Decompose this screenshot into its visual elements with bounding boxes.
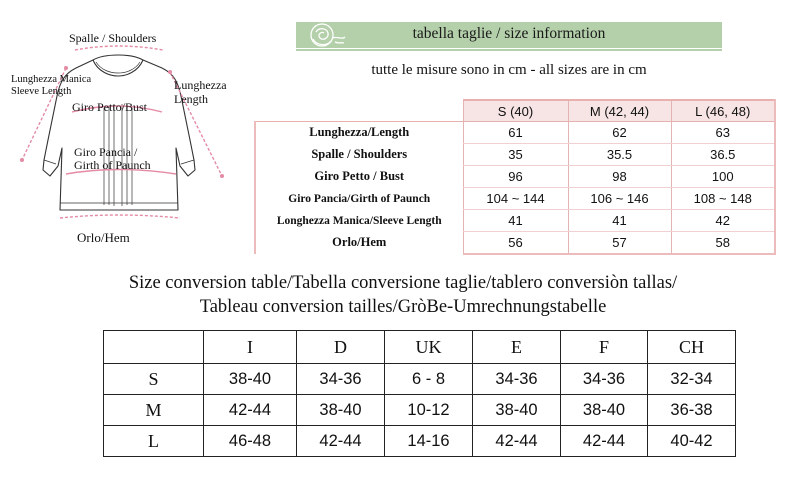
measure-label: Orlo/Hem: [255, 232, 463, 255]
country-col-header: E: [473, 331, 561, 364]
conversion-value: 42-44: [473, 426, 561, 457]
size-col-header: L (46, 48): [671, 100, 775, 122]
country-col-header: F: [561, 331, 648, 364]
conversion-header-row: [104, 331, 736, 364]
table-row: [255, 166, 775, 188]
conversion-value: 40-42: [648, 426, 736, 457]
size-table-corner: [255, 100, 463, 122]
table-row: [255, 188, 775, 210]
size-col-header: S (40): [463, 100, 568, 122]
conversion-value: 34-36: [297, 364, 385, 395]
conversion-value: 42-44: [561, 426, 648, 457]
conversion-heading: [40, 271, 766, 319]
conversion-value: 32-34: [648, 364, 736, 395]
conversion-value: 34-36: [561, 364, 648, 395]
conversion-heading-line2: Tableau conversion tailles/GròBe-Umrechnungstabelle: [199, 297, 607, 317]
banner-underline: [296, 49, 722, 51]
measure-value: 41: [463, 210, 568, 232]
table-row: [104, 395, 736, 426]
table-row: [255, 210, 775, 232]
paunch-label-en: Girth of Paunch: [74, 158, 151, 172]
measure-value: 35: [463, 144, 568, 166]
country-col-header: UK: [385, 331, 473, 364]
conversion-corner: [104, 331, 204, 364]
measure-value: 98: [568, 166, 671, 188]
measure-value: 36.5: [671, 144, 775, 166]
conversion-value: 34-36: [473, 364, 561, 395]
units-note: tutte le misure sono in cm - all sizes are in cm: [371, 62, 647, 78]
size-information-table: [254, 99, 776, 255]
paunch-label-it: Giro Pancia /: [74, 145, 138, 159]
measure-value: 96: [463, 166, 568, 188]
measure-label: Giro Pancia/Girth of Paunch: [255, 188, 463, 210]
size-label: L: [104, 426, 204, 457]
measure-value: 100: [671, 166, 775, 188]
garment-diagram: [0, 0, 250, 250]
table-row: [255, 232, 775, 255]
table-row: [255, 122, 775, 144]
measure-value: 57: [568, 232, 671, 255]
measure-label: Longhezza Manica/Sleeve Length: [255, 210, 463, 232]
measure-label: Giro Petto / Bust: [255, 166, 463, 188]
table-row: [104, 426, 736, 457]
measure-value: 35.5: [568, 144, 671, 166]
conversion-heading-line1: Size conversion table/Tabella conversione taglie/tablero conversiòn tallas/: [128, 273, 678, 293]
banner-title: tabella taglie / size information: [412, 25, 606, 42]
measure-value: 63: [671, 122, 775, 144]
measure-value: 61: [463, 122, 568, 144]
length-label-it: Lunghezza: [174, 78, 227, 92]
sleeve-label-en: Sleeve Length: [11, 86, 72, 97]
conversion-value: 38-40: [473, 395, 561, 426]
hem-label: Orlo/Hem: [77, 230, 130, 245]
conversion-value: 38-40: [297, 395, 385, 426]
measure-value: 56: [463, 232, 568, 255]
size-info-banner: [296, 22, 722, 48]
measure-value: 58: [671, 232, 775, 255]
measure-value: 104 ~ 144: [463, 188, 568, 210]
length-label-en: Length: [174, 92, 208, 106]
measure-value: 62: [568, 122, 671, 144]
country-col-header: CH: [648, 331, 736, 364]
sleeve-label-it: Lunghezza Manica: [11, 74, 92, 85]
measure-label: Spalle / Shoulders: [255, 144, 463, 166]
conversion-value: 6 - 8: [385, 364, 473, 395]
conversion-value: 10-12: [385, 395, 473, 426]
country-col-header: D: [297, 331, 385, 364]
table-row: [255, 144, 775, 166]
country-col-header: I: [204, 331, 297, 364]
size-col-header: M (42, 44): [568, 100, 671, 122]
size-conversion-table: [103, 330, 736, 457]
conversion-value: 46-48: [204, 426, 297, 457]
measure-label: Lunghezza/Length: [255, 122, 463, 144]
size-label: M: [104, 395, 204, 426]
table-row: [104, 364, 736, 395]
measure-value: 41: [568, 210, 671, 232]
conversion-value: 36-38: [648, 395, 736, 426]
conversion-value: 42-44: [297, 426, 385, 457]
shoulders-label: Spalle / Shoulders: [69, 31, 157, 45]
conversion-value: 38-40: [561, 395, 648, 426]
conversion-value: 42-44: [204, 395, 297, 426]
measure-value: 42: [671, 210, 775, 232]
measure-value: 106 ~ 146: [568, 188, 671, 210]
bust-label: Giro Petto/Bust: [72, 100, 148, 114]
size-table-header: [255, 100, 775, 122]
conversion-value: 38-40: [204, 364, 297, 395]
conversion-value: 14-16: [385, 426, 473, 457]
size-label: S: [104, 364, 204, 395]
measure-value: 108 ~ 148: [671, 188, 775, 210]
